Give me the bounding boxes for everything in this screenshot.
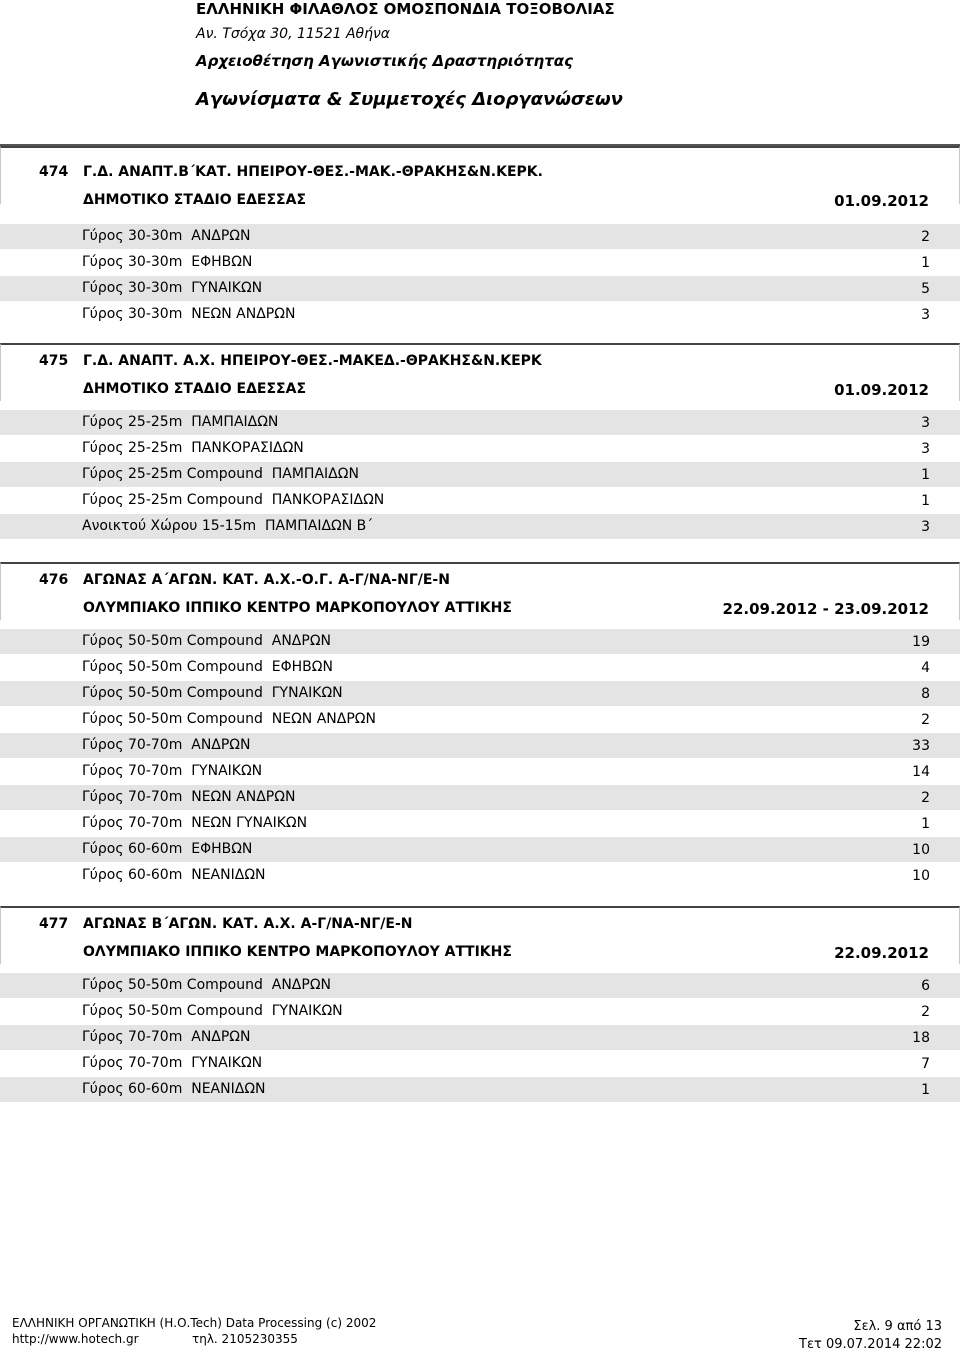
org-address: Αν. Τσόχα 30, 11521 Αθήνα bbox=[196, 26, 391, 42]
round-label: Γύρος 25-25m Compound ΠΑΝΚΟΡΑΣΙΔΩΝ bbox=[82, 492, 385, 508]
event-venue: ΟΛΥΜΠΙΑΚΟ ΙΠΠΙΚΟ ΚΕΝΤΡΟ ΜΑΡΚΟΠΟΥΛΟΥ ΑΤΤΙΚΗΣ bbox=[83, 944, 512, 960]
round-label: Γύρος 25-25m ΠΑΝΚΟΡΑΣΙΔΩΝ bbox=[82, 440, 304, 456]
participant-count: 2 bbox=[921, 712, 930, 728]
participant-count: 3 bbox=[921, 441, 930, 457]
round-label: Γύρος 70-70m ΓΥΝΑΙΚΩΝ bbox=[82, 1055, 263, 1071]
round-label: Γύρος 70-70m ΑΝΔΡΩΝ bbox=[82, 1029, 251, 1045]
list-item bbox=[0, 1051, 960, 1077]
event-number: 477 bbox=[39, 916, 69, 932]
list-item bbox=[0, 655, 960, 681]
participant-count: 18 bbox=[912, 1030, 930, 1046]
participant-count: 1 bbox=[921, 816, 930, 832]
round-label: Γύρος 50-50m Compound ΝΕΩΝ ΑΝΔΡΩΝ bbox=[82, 711, 376, 727]
list-item bbox=[0, 410, 960, 436]
event-title: Γ.Δ. ΑΝΑΠΤ. Α.Χ. ΗΠΕΙΡΟΥ-ΘΕΣ.-ΜΑΚΕΔ.-ΘΡΑΚΗΣ&Ν.ΚΕΡΚ bbox=[83, 353, 542, 369]
round-label: Γύρος 70-70m ΑΝΔΡΩΝ bbox=[82, 737, 251, 753]
list-item bbox=[0, 863, 960, 889]
participant-count: 2 bbox=[921, 790, 930, 806]
list-item bbox=[0, 707, 960, 733]
footer-company: ΕΛΛΗΝΙΚΗ ΟΡΓΑΝΩΤΙΚΗ (Η.Ο.Tech) Data Processing (c) 2002 bbox=[12, 1316, 377, 1330]
participant-count: 1 bbox=[921, 467, 930, 483]
round-label: Γύρος 50-50m Compound ΓΥΝΑΙΚΩΝ bbox=[82, 685, 343, 701]
event-venue: ΔΗΜΟΤΙΚΟ ΣΤΑΔΙΟ ΕΔΕΣΣΑΣ bbox=[83, 192, 307, 208]
list-item bbox=[0, 276, 960, 302]
header-subtitle: Αρχειοθέτηση Αγωνιστικής Δραστηριότητας bbox=[196, 52, 573, 70]
participant-count: 3 bbox=[921, 519, 930, 535]
event-section bbox=[0, 906, 960, 1103]
event-rows bbox=[0, 410, 960, 540]
round-label: Γύρος 30-30m ΕΦΗΒΩΝ bbox=[82, 254, 253, 270]
round-label: Γύρος 30-30m ΓΥΝΑΙΚΩΝ bbox=[82, 280, 263, 296]
participant-count: 3 bbox=[921, 415, 930, 431]
round-label: Γύρος 30-30m ΑΝΔΡΩΝ bbox=[82, 228, 251, 244]
event-date: 01.09.2012 bbox=[834, 192, 929, 210]
event-date: 22.09.2012 - 23.09.2012 bbox=[722, 600, 929, 618]
event-rows bbox=[0, 224, 960, 328]
participant-count: 10 bbox=[912, 842, 930, 858]
event-header bbox=[0, 562, 960, 620]
org-name: ΕΛΛΗΝΙΚΗ ΦΙΛΑΘΛΟΣ ΟΜΟΣΠΟΝΔΙΑ ΤΟΞΟΒΟΛΙΑΣ bbox=[196, 0, 615, 18]
list-item bbox=[0, 302, 960, 328]
round-label: Γύρος 50-50m Compound ΑΝΔΡΩΝ bbox=[82, 977, 331, 993]
list-item bbox=[0, 514, 960, 540]
round-label: Ανοικτού Χώρου 15-15m ΠΑΜΠΑΙΔΩΝ Β΄ bbox=[82, 518, 374, 534]
round-label: Γύρος 50-50m Compound ΓΥΝΑΙΚΩΝ bbox=[82, 1003, 343, 1019]
participant-count: 33 bbox=[912, 738, 930, 754]
list-item bbox=[0, 999, 960, 1025]
event-number: 475 bbox=[39, 353, 69, 369]
event-number: 474 bbox=[39, 164, 69, 180]
participant-count: 2 bbox=[921, 229, 930, 245]
page-number: Σελ. 9 από 13 bbox=[853, 1319, 942, 1334]
event-section bbox=[0, 146, 960, 328]
event-date: 22.09.2012 bbox=[834, 944, 929, 962]
round-label: Γύρος 30-30m ΝΕΩΝ ΑΝΔΡΩΝ bbox=[82, 306, 296, 322]
event-title: ΑΓΩΝΑΣ Α΄ΑΓΩΝ. ΚΑΤ. Α.Χ.-Ο.Γ. Α-Γ/ΝΑ-ΝΓ/Ε-Ν bbox=[83, 572, 450, 588]
footer-url[interactable]: http://www.hotech.gr bbox=[12, 1332, 139, 1346]
round-label: Γύρος 60-60m ΝΕΑΝΙΔΩΝ bbox=[82, 1081, 266, 1097]
participant-count: 6 bbox=[921, 978, 930, 994]
event-venue: ΟΛΥΜΠΙΑΚΟ ΙΠΠΙΚΟ ΚΕΝΤΡΟ ΜΑΡΚΟΠΟΥΛΟΥ ΑΤΤΙΚΗΣ bbox=[83, 600, 512, 616]
list-item bbox=[0, 973, 960, 999]
round-label: Γύρος 50-50m Compound ΑΝΔΡΩΝ bbox=[82, 633, 331, 649]
round-label: Γύρος 25-25m Compound ΠΑΜΠΑΙΔΩΝ bbox=[82, 466, 359, 482]
participant-count: 8 bbox=[921, 686, 930, 702]
event-date: 01.09.2012 bbox=[834, 381, 929, 399]
event-title: Γ.Δ. ΑΝΑΠΤ.Β΄ΚΑΤ. ΗΠΕΙΡΟΥ-ΘΕΣ.-ΜΑΚ.-ΘΡΑΚΗΣ&Ν.ΚΕΡΚ. bbox=[83, 164, 543, 180]
round-label: Γύρος 25-25m ΠΑΜΠΑΙΔΩΝ bbox=[82, 414, 279, 430]
round-label: Γύρος 50-50m Compound ΕΦΗΒΩΝ bbox=[82, 659, 333, 675]
round-label: Γύρος 70-70m ΓΥΝΑΙΚΩΝ bbox=[82, 763, 263, 779]
round-label: Γύρος 60-60m ΝΕΑΝΙΔΩΝ bbox=[82, 867, 266, 883]
list-item bbox=[0, 250, 960, 276]
list-item bbox=[0, 785, 960, 811]
participant-count: 2 bbox=[921, 1004, 930, 1020]
list-item bbox=[0, 837, 960, 863]
footer-phone: τηλ. 2105230355 bbox=[192, 1332, 298, 1346]
participant-count: 1 bbox=[921, 493, 930, 509]
list-item bbox=[0, 811, 960, 837]
print-timestamp: Τετ 09.07.2014 22:02 bbox=[799, 1337, 942, 1352]
event-header bbox=[0, 906, 960, 964]
event-rows bbox=[0, 629, 960, 889]
list-item bbox=[0, 759, 960, 785]
participant-count: 4 bbox=[921, 660, 930, 676]
list-item bbox=[0, 1077, 960, 1103]
participant-count: 10 bbox=[912, 868, 930, 884]
event-header bbox=[0, 343, 960, 401]
list-item bbox=[0, 1025, 960, 1051]
participant-count: 19 bbox=[912, 634, 930, 650]
list-item bbox=[0, 681, 960, 707]
participant-count: 3 bbox=[921, 307, 930, 323]
event-number: 476 bbox=[39, 572, 69, 588]
list-item bbox=[0, 488, 960, 514]
participant-count: 5 bbox=[921, 281, 930, 297]
list-item bbox=[0, 436, 960, 462]
list-item bbox=[0, 733, 960, 759]
event-header bbox=[0, 146, 960, 210]
round-label: Γύρος 60-60m ΕΦΗΒΩΝ bbox=[82, 841, 253, 857]
participant-count: 14 bbox=[912, 764, 930, 780]
list-item bbox=[0, 462, 960, 488]
event-title: ΑΓΩΝΑΣ Β΄ΑΓΩΝ. ΚΑΤ. Α.Χ. Α-Γ/ΝΑ-ΝΓ/Ε-Ν bbox=[83, 916, 413, 932]
event-section bbox=[0, 562, 960, 889]
participant-count: 1 bbox=[921, 255, 930, 271]
event-rows bbox=[0, 973, 960, 1103]
participant-count: 1 bbox=[921, 1082, 930, 1098]
event-section bbox=[0, 343, 960, 540]
participant-count: 7 bbox=[921, 1056, 930, 1072]
event-venue: ΔΗΜΟΤΙΚΟ ΣΤΑΔΙΟ ΕΔΕΣΣΑΣ bbox=[83, 381, 307, 397]
list-item bbox=[0, 629, 960, 655]
round-label: Γύρος 70-70m ΝΕΩΝ ΓΥΝΑΙΚΩΝ bbox=[82, 815, 308, 831]
round-label: Γύρος 70-70m ΝΕΩΝ ΑΝΔΡΩΝ bbox=[82, 789, 296, 805]
page-title: Αγωνίσματα & Συμμετοχές Διοργανώσεων bbox=[196, 89, 623, 110]
list-item bbox=[0, 224, 960, 250]
